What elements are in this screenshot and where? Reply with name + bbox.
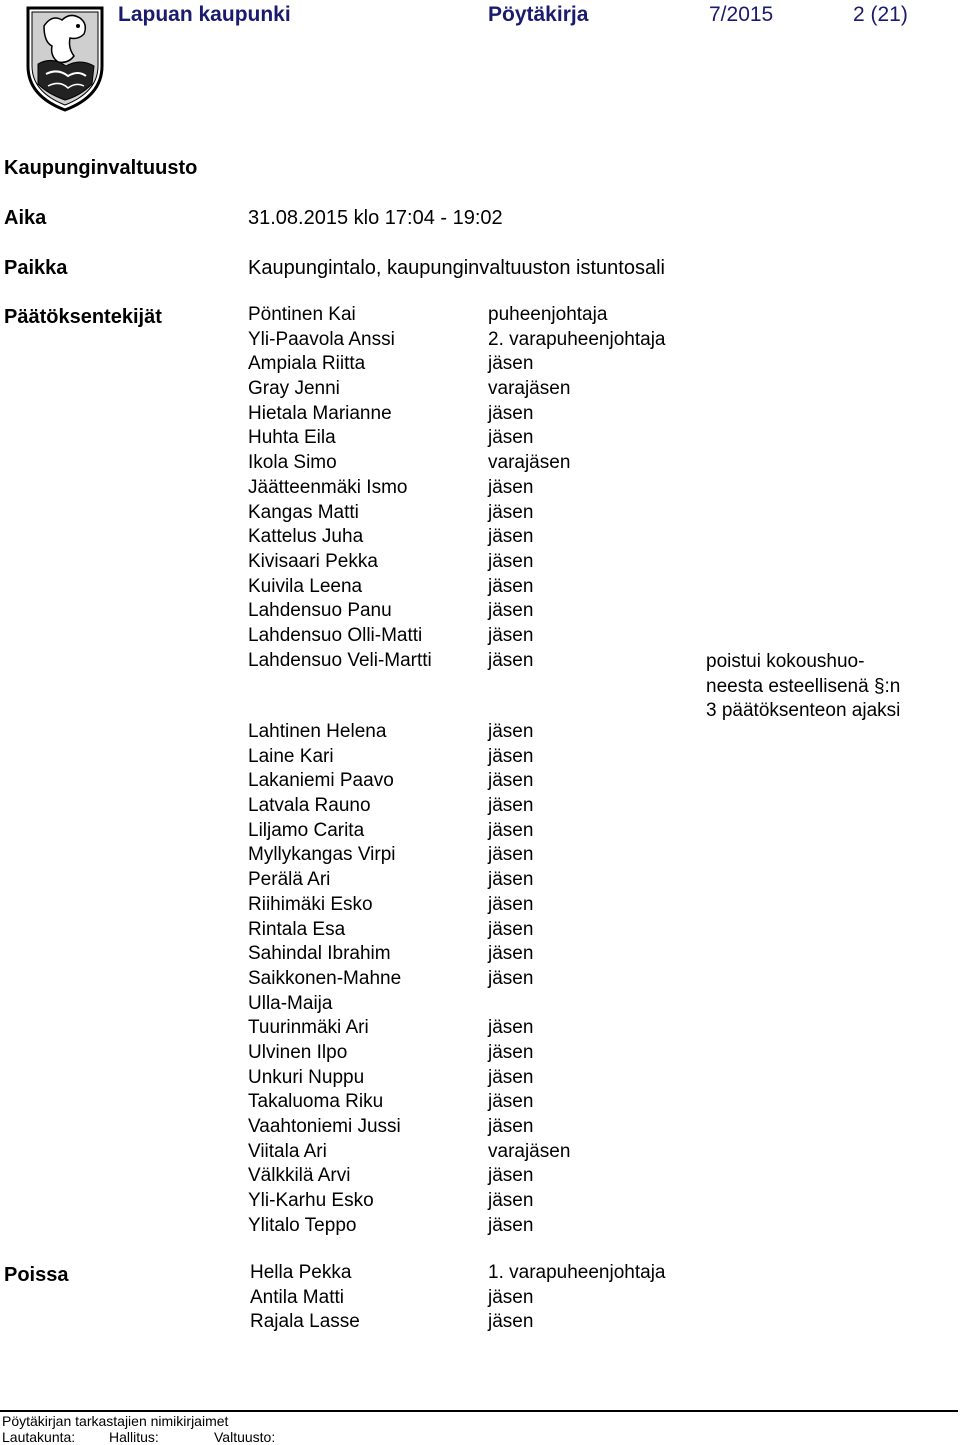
member-row (248, 476, 698, 501)
member-note-line: 3 päätöksenteon ajaksi (706, 700, 901, 722)
member-role: jäsen (488, 967, 534, 989)
member-row (248, 893, 698, 918)
member-row (248, 1115, 698, 1140)
member-name: Latvala Rauno (248, 795, 371, 817)
member-role: jäsen (488, 1116, 534, 1137)
member-row (248, 402, 698, 427)
member-name: Lahdensuo Panu (248, 600, 392, 622)
member-name: Lahdensuo Olli-Matti (248, 624, 423, 646)
member-role: puheenjohtaja (488, 304, 608, 325)
member-row (248, 1140, 698, 1165)
member-row (250, 1261, 700, 1286)
place-label: Paikka (4, 257, 68, 279)
member-row (248, 769, 698, 794)
member-role: 1. varapuheenjohtaja (488, 1262, 666, 1283)
member-row (248, 501, 698, 526)
member-name: Huhta Eila (248, 427, 336, 449)
member-role: jäsen (488, 1066, 534, 1088)
member-row (248, 868, 698, 893)
member-role: jäsen (488, 427, 534, 449)
member-note (706, 650, 900, 724)
time-value: 31.08.2015 klo 17:04 - 19:02 (248, 207, 503, 229)
member-name: Viitala Ari (248, 1140, 327, 1162)
member-name: Lahdensuo Veli-Martti (248, 649, 432, 671)
member-name: Rajala Lasse (250, 1311, 360, 1333)
member-name: Ulvinen Ilpo (248, 1041, 348, 1063)
member-name: Kattelus Juha (248, 526, 364, 548)
body-name: Kaupunginvaltuusto (4, 157, 198, 179)
member-row (250, 1286, 700, 1311)
member-name: Tuurinmäki Ari (248, 1017, 369, 1039)
member-row (248, 1214, 698, 1239)
member-row (248, 819, 698, 844)
member-role: jäsen (488, 550, 534, 572)
member-role: jäsen (488, 795, 534, 817)
member-row (248, 599, 698, 624)
member-row (248, 303, 698, 328)
member-name: Kangas Matti (248, 501, 359, 523)
member-name: Ulla-Maija (248, 992, 333, 1014)
member-name: Rintala Esa (248, 918, 346, 940)
footer-valtuusto: Valtuusto: (214, 1429, 276, 1445)
place-value: Kaupungintalo, kaupunginvaltuuston istuntosali (248, 257, 665, 279)
member-row (248, 328, 698, 353)
member-role: varajäsen (488, 1140, 571, 1162)
member-row (248, 1041, 698, 1066)
member-name: Lahtinen Helena (248, 721, 387, 742)
member-row (248, 942, 698, 967)
footer-title: Pöytäkirjan tarkastajien nimikirjaimet (2, 1413, 229, 1429)
member-role: jäsen (488, 624, 534, 646)
member-name: Ikola Simo (248, 452, 337, 474)
member-role: jäsen (488, 893, 534, 915)
member-name: Yli-Karhu Esko (248, 1190, 374, 1212)
member-role: jäsen (488, 918, 534, 940)
member-row (248, 1016, 698, 1041)
member-name: Kivisaari Pekka (248, 550, 378, 572)
member-role: jäsen (488, 721, 534, 742)
member-role: jäsen (488, 1041, 534, 1063)
member-role: jäsen (488, 844, 534, 866)
member-row (248, 794, 698, 819)
member-name: Jäätteenmäki Ismo (248, 476, 408, 498)
member-name: Kuivila Leena (248, 575, 363, 597)
decision-makers-list (248, 303, 698, 673)
member-row (248, 525, 698, 550)
member-name: Välkkilä Arvi (248, 1165, 351, 1187)
member-name: Pöntinen Kai (248, 304, 356, 325)
member-role: jäsen (488, 353, 534, 375)
member-row (248, 843, 698, 868)
member-name: Hietala Marianne (248, 402, 392, 424)
member-role: jäsen (488, 402, 534, 424)
time-label: Aika (4, 207, 47, 229)
member-name: Vaahtoniemi Jussi (248, 1116, 401, 1137)
header-page: 2 (21) (853, 3, 908, 26)
member-row (248, 377, 698, 402)
decision-makers-list-continued (248, 720, 698, 1238)
footer-lautakunta: Lautakunta: (2, 1429, 76, 1445)
member-row (248, 649, 698, 674)
member-role: varajäsen (488, 378, 571, 400)
absent-list (250, 1261, 700, 1335)
member-row (248, 720, 698, 745)
member-row (248, 624, 698, 649)
member-row (248, 352, 698, 377)
member-role: jäsen (488, 575, 534, 597)
member-name: Unkuri Nuppu (248, 1066, 365, 1088)
member-role: jäsen (488, 1091, 534, 1113)
absent-label: Poissa (4, 1264, 69, 1286)
member-name: Lakaniemi Paavo (248, 770, 394, 792)
member-role: jäsen (488, 600, 534, 622)
member-name: Ampiala Riitta (248, 353, 366, 375)
member-role: jäsen (488, 1017, 534, 1039)
footer-hallitus: Hallitus: (109, 1429, 159, 1445)
decision-makers-label: Päätöksentekijät (4, 306, 162, 328)
member-row (248, 1189, 698, 1214)
member-name: Gray Jenni (248, 378, 340, 400)
member-name: Myllykangas Virpi (248, 844, 396, 866)
member-role: jäsen (488, 1165, 534, 1187)
member-role: jäsen (488, 819, 534, 841)
member-role: jäsen (488, 649, 534, 671)
member-name: Hella Pekka (250, 1262, 352, 1283)
member-row (248, 1066, 698, 1091)
member-role: jäsen (488, 869, 534, 891)
member-row (248, 1090, 698, 1115)
member-note-line: poistui kokoushuo- (706, 651, 865, 672)
member-row (248, 745, 698, 770)
member-row (248, 550, 698, 575)
header-org: Lapuan kaupunki (118, 3, 291, 26)
member-name: Takaluoma Riku (248, 1091, 384, 1113)
member-row (248, 1164, 698, 1189)
member-role: jäsen (488, 501, 534, 523)
member-name: Yli-Paavola Anssi (248, 328, 395, 350)
member-name: Saikkonen-Mahne (248, 967, 402, 989)
member-row (248, 575, 698, 600)
member-role: varajäsen (488, 452, 571, 474)
member-role: jäsen (488, 1286, 534, 1308)
member-role: jäsen (488, 770, 534, 792)
member-role: 2. varapuheenjohtaja (488, 328, 666, 350)
header-doc-type: Pöytäkirja (488, 3, 589, 26)
member-name: Laine Kari (248, 745, 334, 767)
coat-of-arms-logo (22, 4, 108, 112)
member-row (250, 1310, 700, 1335)
member-row (248, 967, 698, 992)
member-name: Liljamo Carita (248, 819, 365, 841)
member-row (248, 451, 698, 476)
member-name: Antila Matti (250, 1286, 344, 1308)
member-role: jäsen (488, 1311, 534, 1333)
member-name: Riihimäki Esko (248, 893, 373, 915)
member-note-line: neesta esteellisenä §:n (706, 675, 901, 697)
member-role: jäsen (488, 1214, 534, 1236)
member-role: jäsen (488, 526, 534, 548)
member-role: jäsen (488, 943, 534, 965)
member-role: jäsen (488, 1190, 534, 1212)
member-row (248, 992, 698, 1017)
header-number: 7/2015 (709, 3, 774, 26)
member-row (248, 426, 698, 451)
member-role: jäsen (488, 745, 534, 767)
footer-divider (0, 1410, 958, 1412)
member-name: Perälä Ari (248, 869, 331, 891)
member-name: Sahindal Ibrahim (248, 943, 391, 965)
member-role: jäsen (488, 476, 534, 498)
member-name: Ylitalo Teppo (248, 1214, 357, 1236)
member-row (248, 918, 698, 943)
